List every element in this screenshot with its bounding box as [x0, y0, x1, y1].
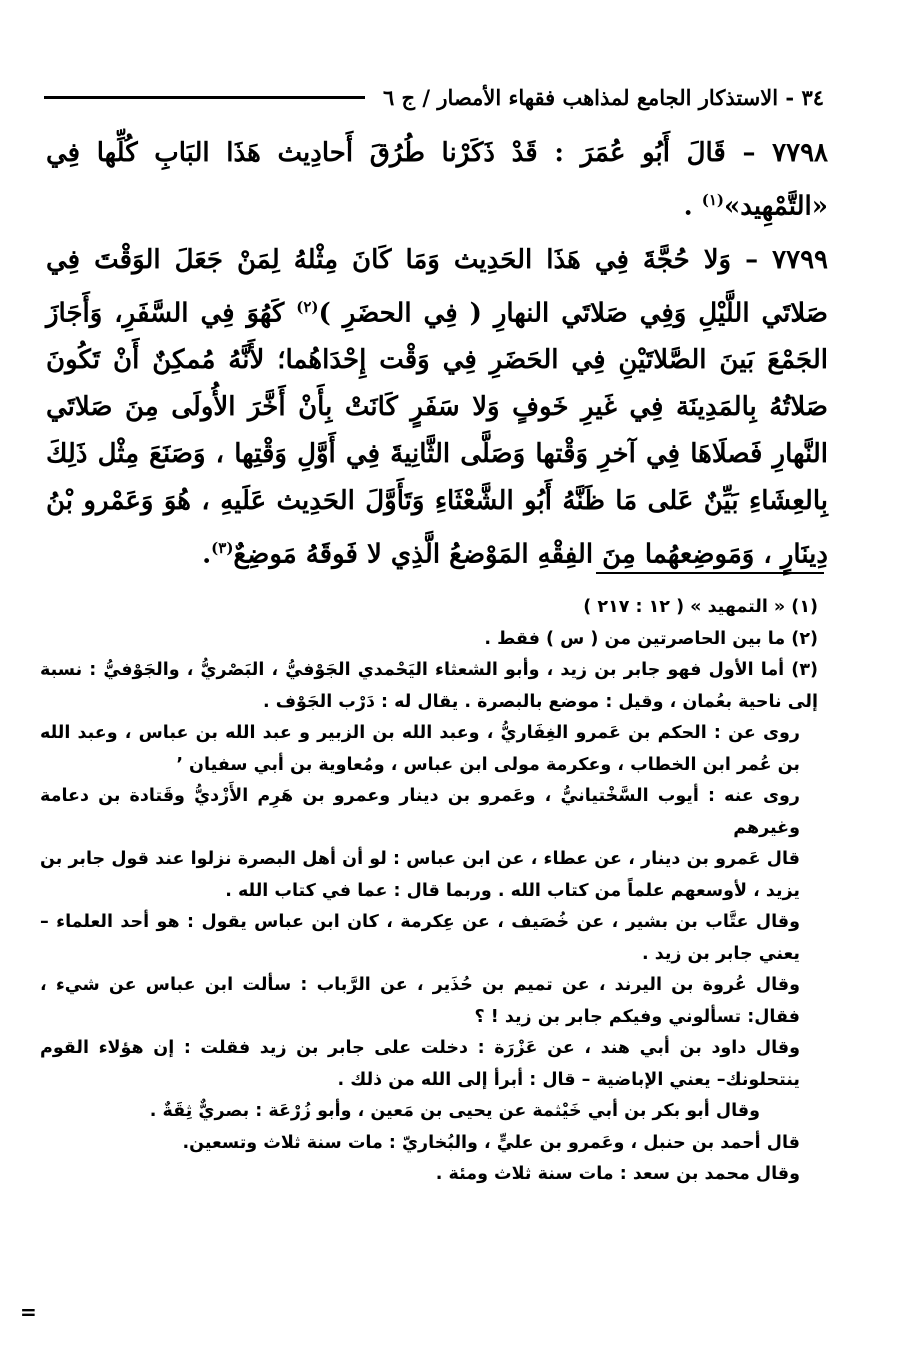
footnote-3-quote-abubakr: وقال أبو بكر بن أبي خَيْثمة عن يحيى بن مَعين ، وأبو زُرْعَة : بصريٌّ ثِقَةٌ . — [149, 1101, 760, 1121]
footnote-ref-2: (٢) — [296, 297, 319, 316]
footnote-3-quote-dawud: وقال داود بن أبي هند ، عن عَزْرَة : دخلت على جابر بن زيد فقلت : إن هؤلاء القوم ينتحلونك– يعني الإباضية – قال : أبرأ إلى الله من ذلك . — [40, 1038, 800, 1090]
paragraph-end: . — [202, 539, 212, 570]
footnote-ref-3: (٣) — [211, 539, 234, 558]
footnote-3-quote-attab: وقال عتَّاب بن بشير ، عن خُصَيف ، عن عِكرمة ، كان ابن عباس يقول : هو أحد العلماء – يعني جابر بن زيد . — [40, 912, 800, 964]
footnote-3-death-1: قال أحمد بن حنبل ، وعَمرو بن عليٍّ ، والبُخاريّ : مات سنة ثلاث وتسعين. — [182, 1132, 800, 1153]
main-text — [46, 130, 828, 579]
header-rule — [44, 96, 365, 99]
running-title: ٣٤ - الاستذكار الجامع لمذاهب فقهاء الأمصار / ج ٦ — [382, 84, 824, 110]
footnote-3-death-2: وقال محمد بن سعد : مات سنة ثلاث ومئة . — [435, 1164, 800, 1184]
footnote-3-narrators: روى عنه : أيوب السَّخْتيانيُّ ، وعَمرو بن دينار وعمرو بن هَرِم الأَزْديُّ وقَتادة بن دعامة وغيرهم — [40, 786, 800, 838]
paragraph-text-cont: كَهُوَ فِي السَّفَرِ، وَأَجَازَ الجَمْعَ بَينَ الصَّلاتَيْنِ فِي الحَضَرِ فِي وَقْت إِحْدَاهُما؛ لأَنَّهُ مُمكِنٌ أَنْ تَكُونَ صَلاتُهُ بِالمَدِينَة فِي غَيرِ خَوفٍ وَلا سَفَرٍ كَانَتْ بِأَنْ أَخَّرَ الأُولَى مِنَ صَلاتَي النَّهارِ فَصلَاهَا فِي آخرِ وَقْتها وَصَلَّى الثَّانِيةَ فِي أَوَّلِ وَقْتِها ، وَصَنَعَ مِثْل ذَلِكَ بِالعِشَاءِ بَيِّنٌ عَلى مَا ظَنَّهُ أَبُو الشَّعْثَاءِ وَتَأَوَّلَ الحَدِيث عَلَيهِ ، هُوَ وَعَمْرو بْنُ دِينَارٍ ، وَمَوضِعهُما مِنَ الفِقْهِ المَوْضعُ الَّذِي لا فَوقَهُ مَوضِعٌ — [46, 298, 828, 570]
footnote-3: (٣) أما الأول فهو جابر بن زيد ، وأبو الشعثاء اليَحْمدي الجَوْفيُّ ، البَصْريُّ ، والجَوْفيُّ : نسبة إلى ناحية بعُمان ، وقيل : موضع بالبصرة . يقال له : دَرْب الجَوْف . — [40, 660, 818, 712]
footnote-ref-1: (١) — [701, 191, 724, 209]
continuation-mark: = — [20, 1300, 37, 1324]
footnote-3-quote-amr: قال عَمرو بن دينار ، عن عطاء ، عن ابن عباس : لو أن أهل البصرة نزلوا عند قول جابر بن يزيد ، لأوسعهم علماً من كتاب الله . وربما قال : عما في كتاب الله . — [40, 849, 800, 901]
paragraph-7799 — [46, 237, 828, 579]
footnote-3-quote-urwa: وقال عُروة بن اليرند ، عن تميم بن حُذَير ، عن الرَّباب : سألت ابن عباس عن شيء ، فقال: تسألوني وفيكم جابر بن زيد ! ؟ — [40, 975, 800, 1027]
paragraph-7798 — [46, 130, 828, 231]
footnote-2: (٢) ما بين الحاصرتين من ( س ) فقط . — [484, 628, 818, 649]
footnote-1: (١) « التمهيد » ( ١٢ : ٢١٧ ) — [583, 597, 818, 617]
page-header — [44, 80, 824, 114]
footnotes — [40, 592, 818, 1191]
footnote-separator — [596, 572, 824, 574]
paragraph-text: ٧٧٩٨ – قَالَ أَبُو عُمَرَ : قَدْ ذَكَرْنا طُرُقَ أَحادِيث هَذَا البَابِ كُلِّها فِي «التَّمْهِيد» — [46, 138, 828, 222]
footnote-3-narrated-from: روى عن : الحكم بن عَمرو الغِفَاريُّ ، وعبد الله بن الزبير و عبد الله بن عباس ، وعبد الله بن عُمر ابن الخطاب ، وعكرمة مولى ابن عباس ، ومُعاوية بن أبي سفيان ٬ — [40, 723, 800, 775]
paragraph-text: ٧٧٩٩ – وَلا حُجَّةَ فِي هَذَا الحَدِيث وَمَا كَانَ مِثْلهُ لِمَنْ جَعَلَ الوَقْتَ فِي صَلاتَي اللَّيْلِ وَفِي صَلاتَي النهارِ ( فِي الحضَرِ ) — [46, 244, 828, 329]
paragraph-end: . — [683, 191, 702, 222]
